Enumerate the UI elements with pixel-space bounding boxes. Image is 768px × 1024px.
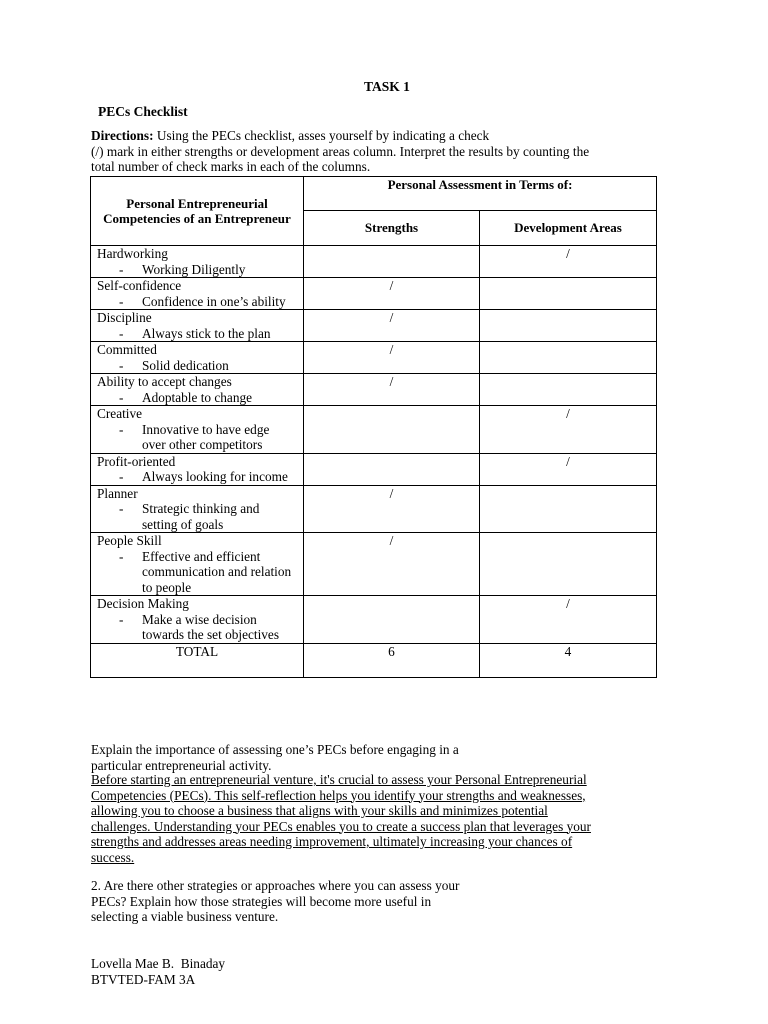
competency-name: Ability to accept changes	[97, 374, 232, 389]
competency-name: Committed	[97, 342, 157, 357]
competency-name: Creative	[97, 406, 143, 421]
table-row	[91, 246, 657, 278]
strength-mark	[304, 406, 480, 454]
competency-name: People Skill	[97, 533, 162, 548]
task-title: TASK 1	[364, 79, 410, 94]
development-mark	[480, 310, 657, 342]
table-row	[91, 342, 657, 374]
development-mark	[480, 374, 657, 406]
table-row	[91, 406, 657, 454]
pecs-table-body	[91, 246, 657, 678]
strength-mark: /	[304, 533, 480, 596]
strength-mark: /	[304, 342, 480, 374]
header-strengths: Strengths	[304, 211, 480, 246]
competency-detail: - Strategic thinking and setting of goals	[97, 501, 303, 532]
competency-name: Profit-oriented	[97, 453, 176, 469]
development-mark	[480, 278, 657, 310]
question-1: Explain the importance of assessing one’s PECs before engaging in a particular entrepreneurial activity.	[91, 742, 459, 773]
answer-1: Before starting an entrepreneurial venture, it's crucial to assess your Personal Entrepreneurial Competencies (PECs). This self-reflection helps you identify your strengths and weaknesses, allowing you to choose a business that aligns with your skills and minimizes potential challenges. Understanding your PECs enables you to create a success plan that leverages your strengths and addresses areas needing improvement, ultimately increasing your chances of success.	[91, 772, 591, 865]
table-row	[91, 596, 657, 644]
table-row	[91, 533, 657, 596]
directions-line-1: Directions: Using the PECs checklist, asses yourself by indicating a check	[91, 128, 490, 143]
competency-name: Self-confidence	[97, 278, 182, 293]
question-2: 2. Are there other strategies or approaches where you can assess your PECs? Explain how those strategies will become more useful in selecting a viable business venture.	[91, 878, 460, 924]
strength-mark	[304, 596, 480, 644]
development-mark: /	[480, 246, 657, 278]
strength-mark: /	[304, 374, 480, 406]
development-mark: /	[480, 453, 657, 485]
header-assessment: Personal Assessment in Terms of:	[304, 177, 657, 211]
competency-detail: - Effective and efficient communication and relation to people	[97, 549, 303, 596]
competency-name: Decision Making	[97, 596, 189, 611]
strength-mark: /	[304, 310, 480, 342]
header-competency: Personal Entrepreneurial Competencies of an Entrepreneur	[91, 177, 304, 246]
directions-label: Directions:	[91, 128, 154, 143]
development-mark	[480, 485, 657, 533]
development-mark: /	[480, 406, 657, 454]
competency-detail: - Innovative to have edge over other competitors	[97, 422, 303, 453]
total-row	[91, 643, 657, 677]
table-row	[91, 278, 657, 310]
total-development: 4	[480, 643, 657, 677]
competency-detail: - Confidence in one’s ability	[97, 294, 303, 310]
table-row	[91, 453, 657, 485]
section-title: PECs Checklist	[98, 104, 188, 119]
development-mark	[480, 342, 657, 374]
author-block	[91, 956, 225, 987]
header-development-areas: Development Areas	[480, 211, 657, 246]
competency-detail: - Always looking for income	[97, 469, 303, 485]
competency-detail: - Always stick to the plan	[97, 326, 303, 342]
strength-mark: /	[304, 278, 480, 310]
competency-name: Discipline	[97, 310, 152, 325]
competency-name: Hardworking	[97, 246, 168, 261]
author-course: BTVTED-FAM 3A	[91, 971, 196, 987]
total-label: TOTAL	[91, 643, 304, 677]
table-row	[91, 310, 657, 342]
author-name: Lovella Mae B. Binaday	[91, 956, 226, 971]
competency-name: Planner	[97, 485, 138, 501]
table-row	[91, 485, 657, 533]
total-strengths: 6	[304, 643, 480, 677]
table-row	[91, 374, 657, 406]
strength-mark: /	[304, 485, 480, 533]
competency-detail: - Make a wise decision towards the set objectives	[97, 612, 303, 643]
strength-mark	[304, 453, 480, 485]
development-mark	[480, 533, 657, 596]
directions-line-2: (/) mark in either strengths or development areas column. Interpret the results by counting the	[91, 143, 590, 159]
competency-detail: - Working Diligently	[97, 262, 303, 278]
pecs-checklist-table	[90, 176, 657, 678]
directions-paragraph	[91, 128, 671, 175]
development-mark: /	[480, 596, 657, 644]
competency-detail: - Adoptable to change	[97, 390, 303, 406]
strength-mark	[304, 246, 480, 278]
directions-line-3: total number of check marks in each of the columns.	[91, 159, 371, 174]
competency-detail: - Solid dedication	[97, 358, 303, 374]
